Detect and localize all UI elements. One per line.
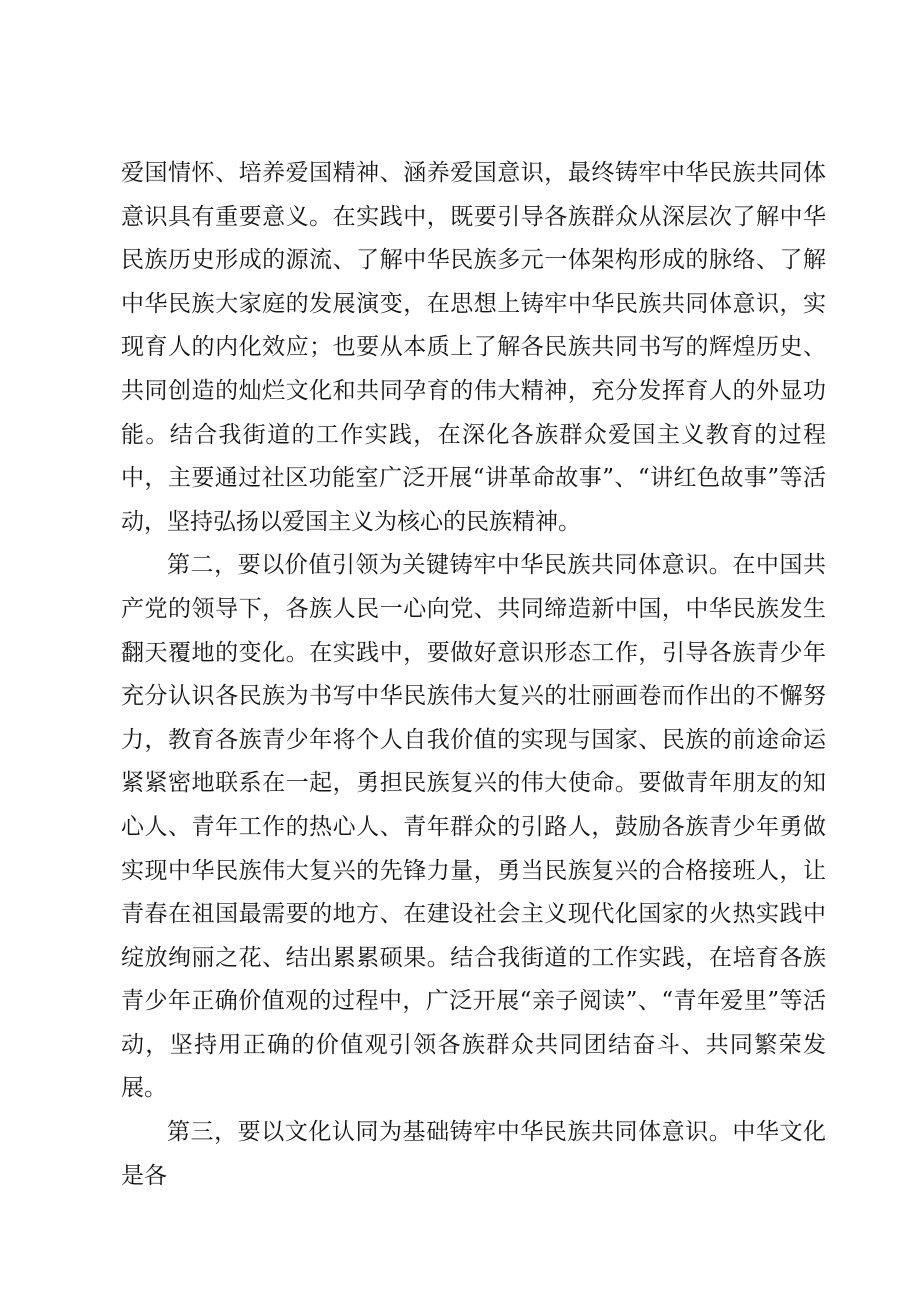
paragraph-third-point: 第三，要以文化认同为基础铸牢中华民族共同体意识。中华文化是各 [121,1119,826,1189]
document-body [121,152,826,1198]
paragraph-second-point: 第二，要以价值引领为关键铸牢中华民族共同体意识。在中国共产党的领导下，各族人民一心向党、共同缔造新中国，中华民族发生翻天覆地的变化。在实践中，要做好意识形态工作，引导各族青少年充分认识各民族为书写中华民族伟大复兴的壮丽画卷而作出的不懈努力，教育各族青少年将个人自我价值的实现与国家、民族的前途命运紧紧密地联系在一起，勇担民族复兴的伟大使命。要做青年朋友的知心人、青年工作的热心人、青年群众的引路人，鼓励各族青少年勇做实现中华民族伟大复兴的先锋力量，勇当民族复兴的合格接班人，让青春在祖国最需要的地方、在建设社会主义现代化国家的火热实践中绽放绚丽之花、结出累累硕果。结合我街道的工作实践，在培育各族青少年正确价值观的过程中，广泛开展“亲子阅读”、“青年爱里”等活动，坚持用正确的价值观引领各族群众共同团结奋斗、共同繁荣发展。 [121,552,826,1102]
paragraph-continued: 爱国情怀、培养爱国精神、涵养爱国意识，最终铸牢中华民族共同体意识具有重要意义。在实践中，既要引导各族群众从深层次了解中华民族历史形成的源流、了解中华民族多元一体架构形成的脉络、了解中华民族大家庭的发展演变，在思想上铸牢中华民族共同体意识，实现育人的内化效应；也要从本质上了解各民族共同书写的辉煌历史、共同创造的灿烂文化和共同孕育的伟大精神，充分发挥育人的外显功能。结合我街道的工作实践，在深化各族群众爱国主义教育的过程中，主要通过社区功能室广泛开展“讲革命故事”、“讲红色故事”等活动，坚持弘扬以爱国主义为核心的民族精神。 [121,160,826,535]
